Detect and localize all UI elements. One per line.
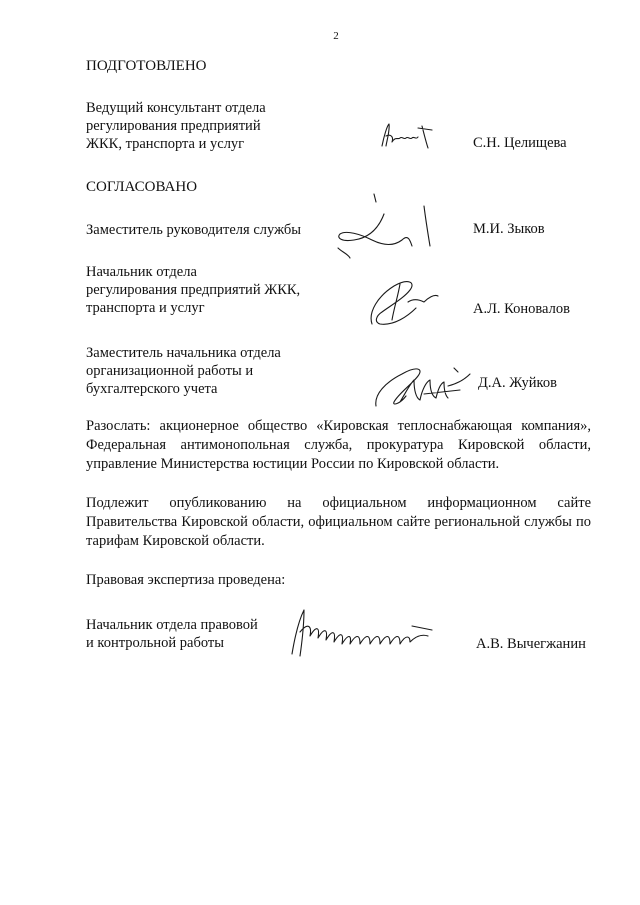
position-line: бухгалтерского учета (86, 381, 218, 397)
prepared-position (86, 99, 266, 153)
legal-review-name: А.В. Вычегжанин (476, 636, 586, 652)
position-line: Начальник отдела (86, 264, 197, 280)
signature-zhuikov (370, 356, 480, 412)
position-line: регулирования предприятий (86, 118, 261, 134)
position-line: транспорта и услуг (86, 300, 205, 316)
prepared-name: С.Н. Целищева (473, 135, 567, 151)
position-line: Заместитель начальника отдела (86, 345, 281, 361)
signer-1-position (86, 221, 301, 239)
signature-vychegzhanin (282, 602, 442, 662)
signature-zykov (328, 188, 440, 262)
position-line: регулирования предприятий ЖКК, (86, 282, 301, 298)
signer-2-name: А.Л. Коновалов (473, 301, 570, 317)
signer-1-name: М.И. Зыков (473, 221, 545, 237)
position-line: ЖКК, транспорта и услуг (86, 136, 245, 152)
signature-tselishcheva (378, 120, 438, 152)
position-line: Заместитель руководителя службы (86, 222, 302, 238)
distribution-paragraph: Разослать: акционерное общество «Кировская теплоснабжающая компания», Федеральная антимонопольная служба, прокуратура Кировской области, управление Министерства юстиции России по Кировской области. (86, 418, 591, 472)
signature-konovalov (364, 272, 444, 330)
position-line: организационной работы и (86, 363, 254, 379)
position-line: и контрольной работы (86, 635, 224, 651)
prepared-heading: ПОДГОТОВЛЕНО (86, 58, 207, 74)
signer-3-name: Д.А. Жуйков (478, 375, 557, 391)
signer-3-position (86, 344, 281, 398)
publication-paragraph: Подлежит опубликованию на официальном информационном сайте Правительства Кировской области, официальном сайте региональной службы по тарифам Кировской области. (86, 495, 591, 549)
agreed-heading: СОГЛАСОВАНО (86, 179, 198, 195)
legal-review-position (86, 616, 258, 652)
position-line: Начальник отдела правовой (86, 617, 258, 633)
page-number: 2 (333, 30, 339, 42)
legal-review-heading: Правовая экспертиза проведена: (86, 572, 286, 588)
signer-2-position (86, 263, 300, 317)
position-line: Ведущий консультант отдела (86, 100, 266, 116)
